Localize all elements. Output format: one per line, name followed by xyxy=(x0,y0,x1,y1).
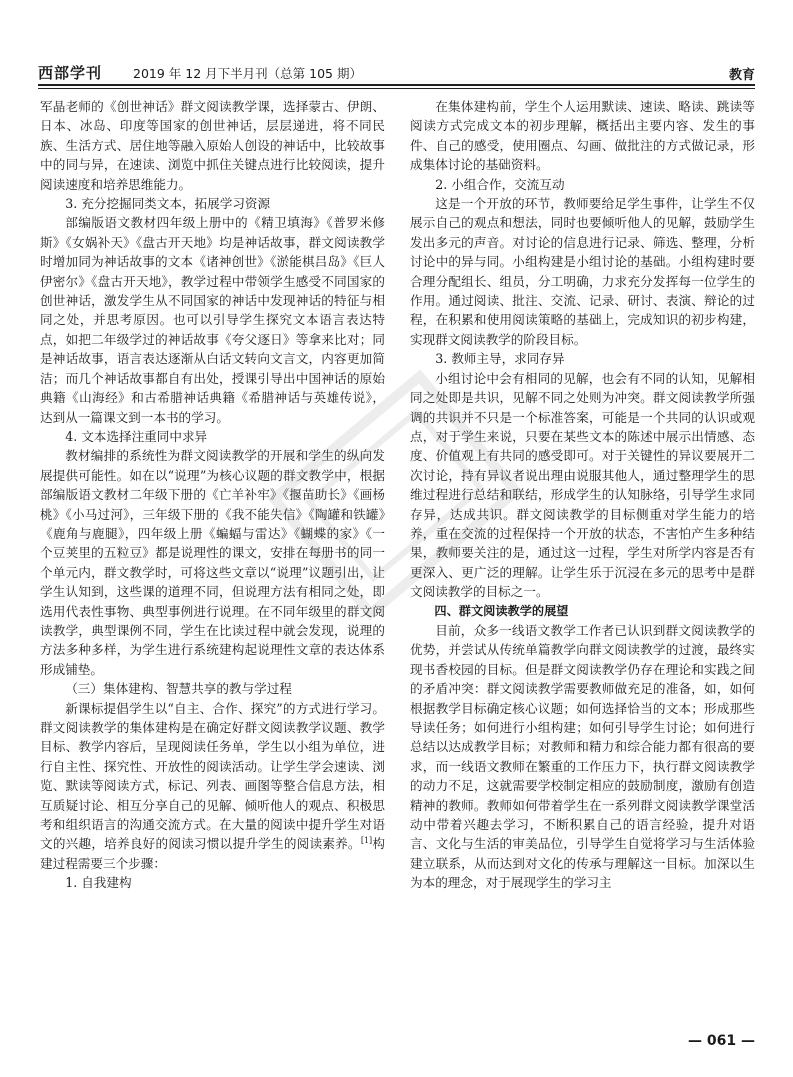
paragraph xyxy=(40,97,385,194)
paragraph-text: 小组讨论中会有相同的见解，也会有不同的认知，见解相同之处即是共识，见解不同之处则为冲突。群文阅读教学所强调的共识并不只是一个标准答案，可能是一个共同的认识或观点，对于学生来说，只要在某些文本的陈述中展示出情感、态度、价值观上有共同的感受即可。对于关键性的异议要展开二次讨论，持有异议者说出理由说服其他人，通过整理学生的思维过程进行总结和联结，形成学生的认知脉络，引导学生求同存异，达成共识。群文阅读教学的目标侧重对学生能力的培养，重在交流的过程保持一个开放的状态，不害怕产生多种结果，教师要关注的是，通过这一过程，学生对所学内容是否有更深入、更广泛的理解。让学生乐于沉浸在多元的思考中是群文阅读教学的目标之一。 xyxy=(410,370,755,600)
paragraph-text: 教材编排的系统性为群文阅读教学的开展和学生的纵向发展提供可能性。如在以“说理”为核心议题的群文教学中，根据部编版语文教材二年级下册的《亡羊补牢》《揠苗助长》《画杨桃》《小马过河》，三年级下册的《我不能失信》《陶罐和铁罐》《鹿角与鹿腿》，四年级上册《蝙蝠与雷达》《蝴蝶的家》《一个豆荚里的五粒豆》都是说理性的课文，安排在每册书的同一个单元内，群文教学时，可将这些文章以“说理”议题引出，让学生认知到，这些课的道理不同，但说理方法有相同之处，即选用代表性事物、典型事例进行说理。在不同年级里的群文阅读教学，典型课例不同，学生在比读过程中就会发现，说理的方法多种多样，为学生进行系统建构起说理性文章的表达体系形成铺垫。 xyxy=(40,448,385,677)
paragraph-text: 这是一个开放的环节，教师要给足学生事件，让学生不仅展示自己的观点和想法，同时也要倾听他人的见解，鼓励学生发出多元的声音。对讨论的信息进行记录、筛选、整理，分析讨论中的异与同。小组构建是小组讨论的基础。小组构建时要合理分配组长、组员，分工明确，力求充分发挥每一位学生的作用。通过阅读、批注、交流、记录、研讨、表演、辩论的过程，在积累和使用阅读策略的基础上，完成知识的初步构建，实现群文阅读教学的阶段目标。 xyxy=(410,196,755,347)
section-heading xyxy=(40,679,385,698)
right-column xyxy=(410,97,755,893)
paragraph-text: 2. 小组合作，交流互动 xyxy=(435,176,565,192)
paragraph-text-continued: 构建过程需要三个步骤： xyxy=(40,836,386,871)
paragraph-text: 4. 文本选择注重同中求异 xyxy=(65,428,208,444)
paragraph-text: 3. 充分挖掘同类文本，拓展学习资源 xyxy=(65,196,271,212)
major-heading xyxy=(410,602,755,621)
paragraph xyxy=(410,369,755,602)
paragraph-text: 3. 教师主导，求同存异 xyxy=(435,351,565,367)
paragraph xyxy=(40,213,385,426)
paragraph-text: 1. 自我建构 xyxy=(65,875,132,891)
paragraph-text: 目前，众多一线语文教学工作者已认识到群文阅读教学的优势，并尝试从传统单篇教学向群文阅读教学的过渡，最终实现书香校园的目标。但是群文阅读教学仍存在理论和实践之间的矛盾冲突：群文阅读教学需要教师做充足的准备，如，如何根据教学目标确定核心议题；如何选择恰当的文本；形成那些导读任务；如何进行小组构建；如何引导学生讨论；如何进行总结以达成教学目标；对教师和精力和综合能力都有很高的要求，而一线语文教师在繁重的工作压力下，执行群文阅读教学的动力不足，这就需要学校制定相应的鼓励制度，激励有创造精神的教师。教师如何带着学生在一系列群文阅读教学课堂活动中带着兴趣去学习，不断积累自己的语言经验，提升对语言、文化与生活的审美品位，引导学生自觉将学习与生活体验建立联系，从而达到对文化的传承与理解这一目标。加深以生为本的理念，对于展现学生的学习主 xyxy=(410,622,755,891)
section-heading xyxy=(40,194,385,213)
running-header xyxy=(38,60,755,84)
paragraph xyxy=(40,446,385,679)
section-heading xyxy=(40,427,385,446)
journal-name: 西部学刊 xyxy=(38,64,103,82)
paragraph xyxy=(410,97,755,175)
section-heading xyxy=(40,873,385,892)
paragraph-text: 新课标提倡学生以“自主、合作、探究”的方式进行学习。群文阅读教学的集体建构是在确定好群文阅读教学议题、教学目标、教学内容后，呈现阅读任务单，学生以小组为单位，进行自主性、探究性、开放性的阅读活动。让学生学会速读、浏览、默读等阅读方式，标记、列表、画图等整合信息方法，相互质疑讨论、相互分享自己的见解、倾听他人的观点、积极思考和组织语言的沟通交流方式。在大量的阅读中提升学生对语文的兴趣，培养良好的阅读习惯以提升学生的阅读素养。 xyxy=(40,700,385,852)
issue-info: 2019 年 12 月下半月刊（总第 105 期） xyxy=(133,66,362,81)
section-label: 教育 xyxy=(728,68,755,83)
section-heading xyxy=(410,175,755,194)
paragraph xyxy=(410,621,755,893)
page-number: — 061 — xyxy=(688,1033,755,1049)
left-column xyxy=(40,97,385,893)
section-heading xyxy=(410,349,755,368)
paragraph-text: 在集体建构前，学生个人运用默读、速读、略读、跳读等阅读方式完成文本的初步理解，概括出主要内容、发生的事件、自己的感受，使用圈点、勾画、做批注的方式做记录，形成集体讨论的基础资料。 xyxy=(410,99,755,173)
reference-marker: [1] xyxy=(360,836,373,846)
header-rule-thin xyxy=(38,88,755,89)
paragraph-text: 军晶老师的《创世神话》群文阅读教学课，选择蒙古、伊朗、日本、冰岛、印度等国家的创世神话，层层递进，将不同民族、生活方式、居住地等融入原始人创设的神话中，比较故事中的同与异，在速读、浏览中抓住关键点进行比较阅读，提升阅读速度和培养思维能力。 xyxy=(40,99,385,192)
paragraph-text: 部编版语文教材四年级上册中的《精卫填海》《普罗米修斯》《女娲补天》《盘古开天地》均是神话故事，群文阅读教学时增加同为神话故事的文本《诸神创世》《淤能棋吕岛》《巨人伊密尔》《盘古开天地》，教学过程中带领学生感受不同国家的创世神话，激发学生从不同国家的神话中发现神话的特征与相同之处，并思考原因。也可以引导学生探究文本语言表达特点，如把二年级学过的神话故事《夸父逐日》等拿来比对；同是神话故事，语言表达逐渐从白话文转向文言文，内容更加简洁；而几个神话故事都自有出处，授课引导出中国神话的原始典籍《山海经》和古希腊神话典籍《希腊神话与英雄传说》，达到从一篇课文到一本书的学习。 xyxy=(40,215,385,425)
paragraph-text: 四、群文阅读教学的展望 xyxy=(434,603,569,618)
paragraph xyxy=(410,194,755,349)
header-rule-thick xyxy=(38,84,755,86)
paragraph-text: （三）集体建构、智慧共享的教与学过程 xyxy=(65,681,292,697)
paragraph xyxy=(40,699,385,874)
